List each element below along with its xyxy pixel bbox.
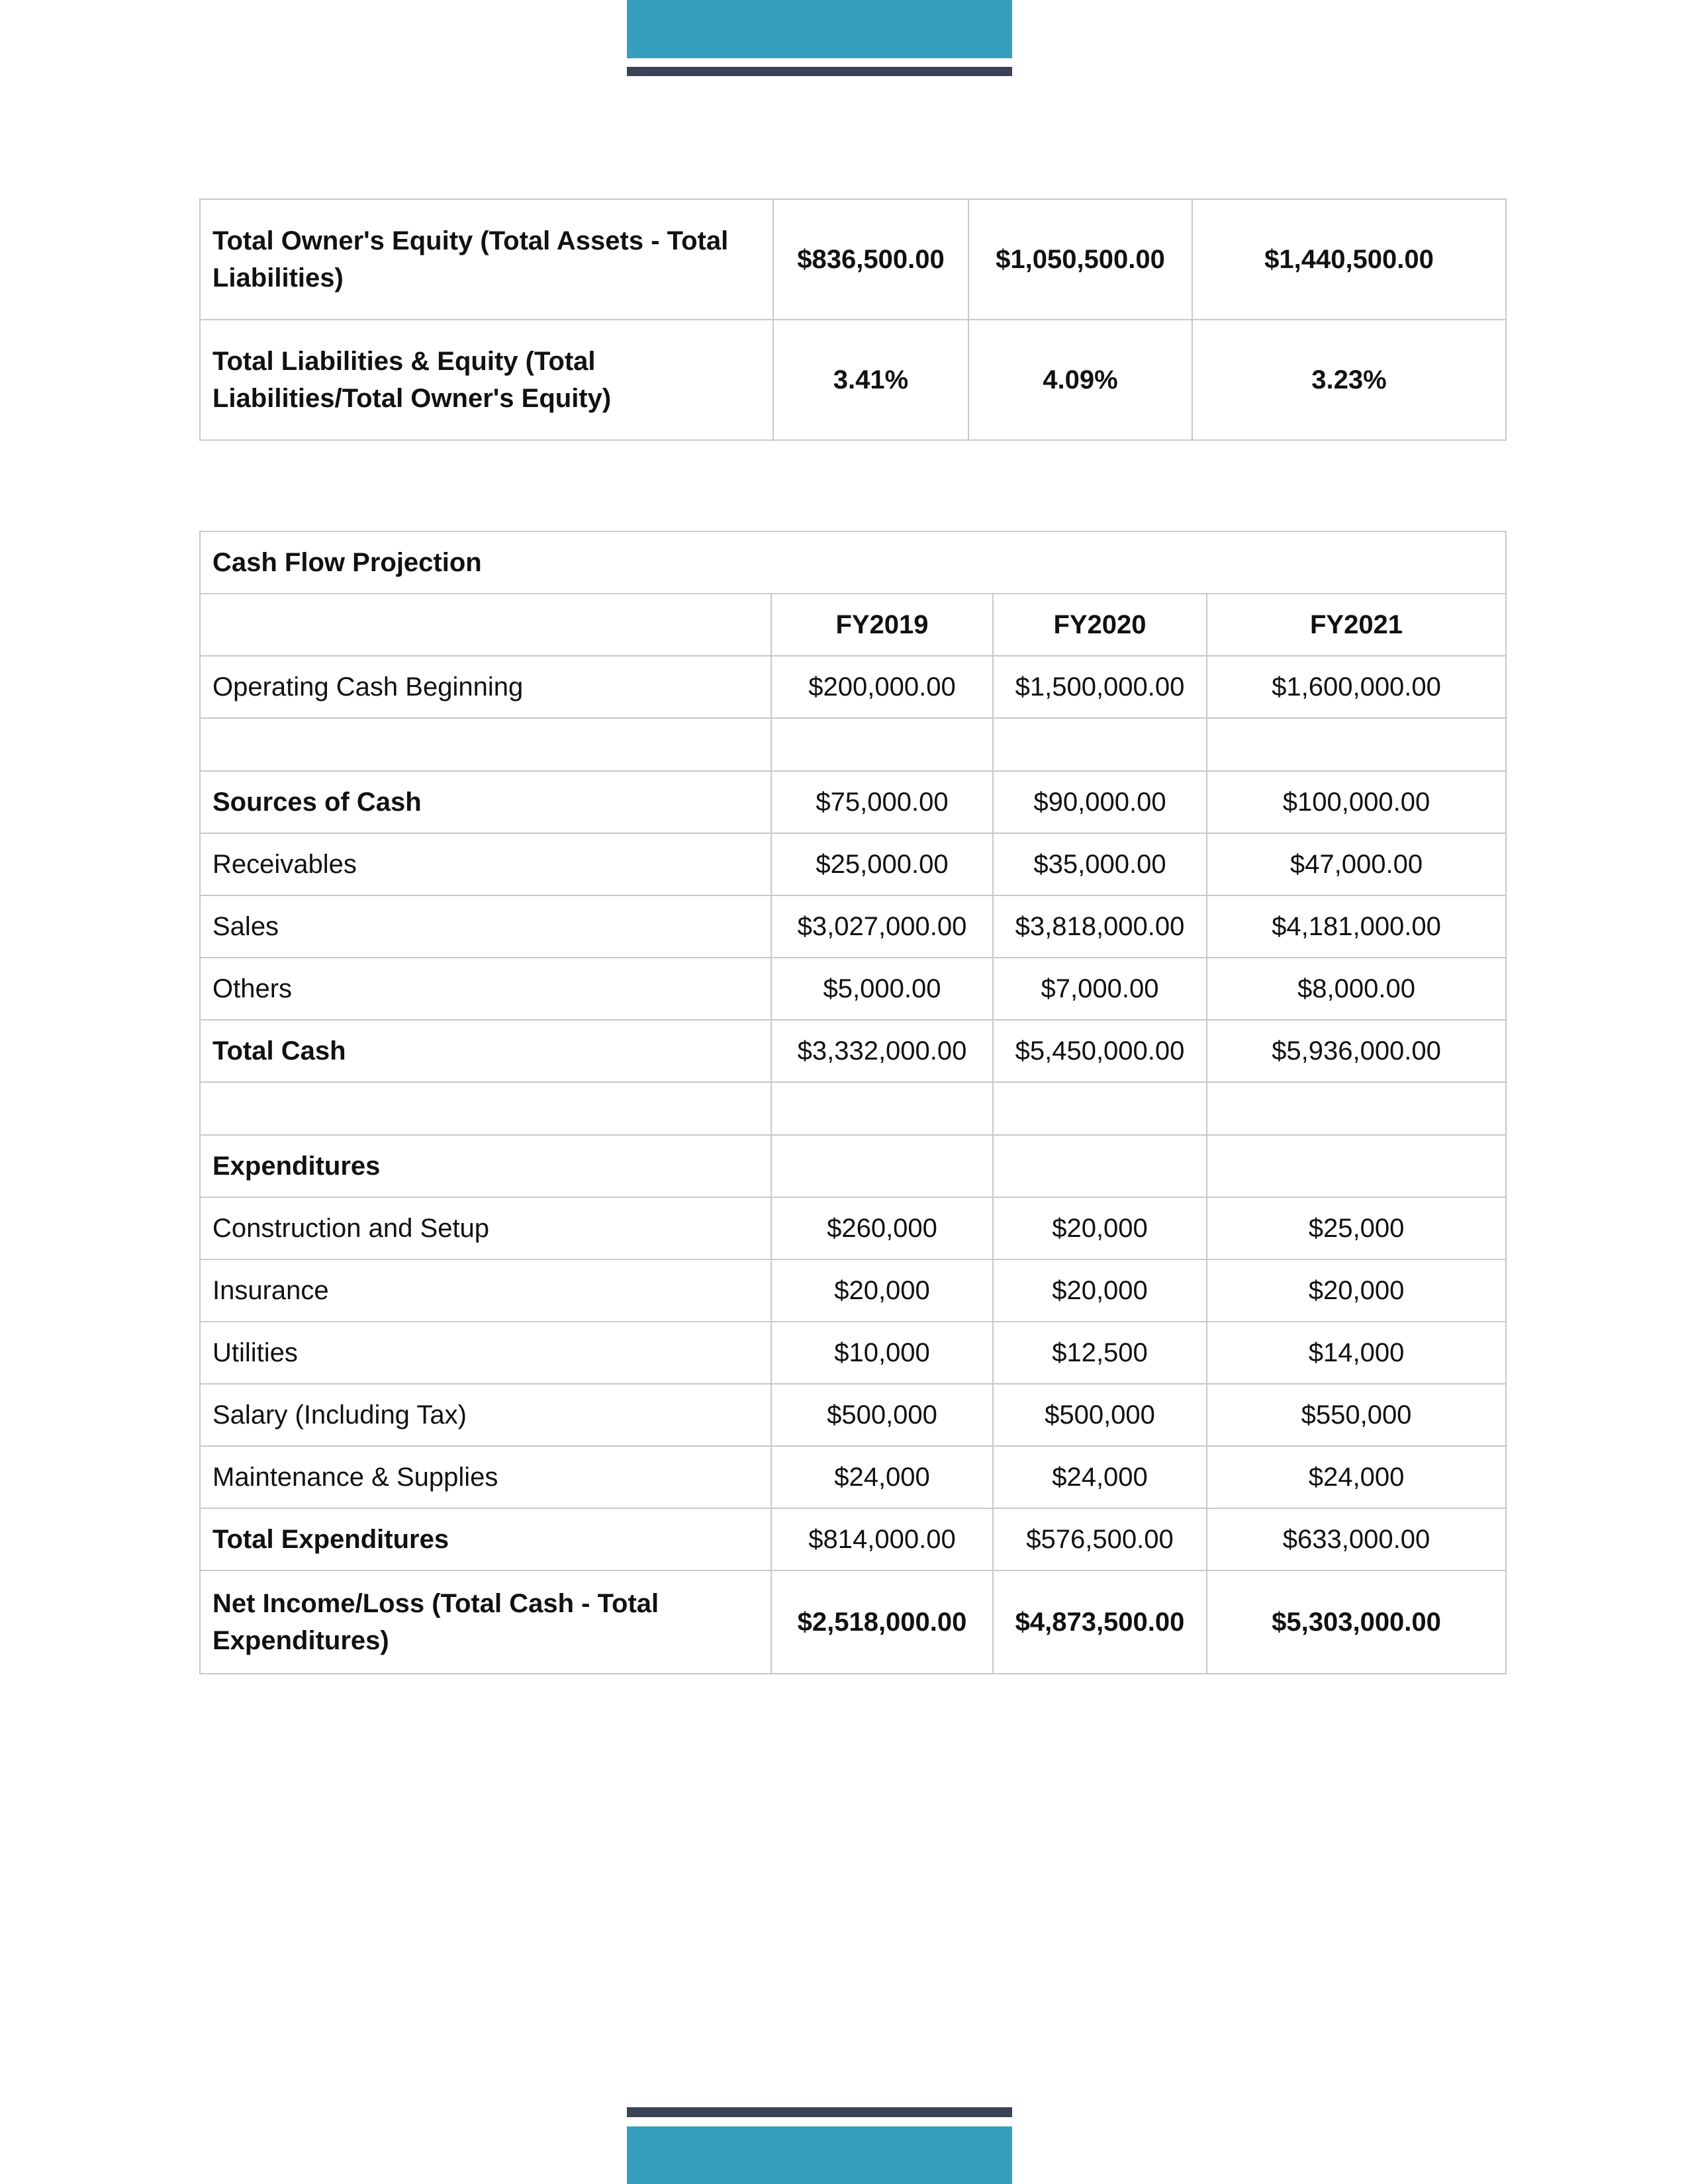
table-row: [200, 320, 1506, 440]
row-label: Others: [200, 958, 771, 1020]
value-cell: $20,000: [993, 1197, 1207, 1259]
row-label: Expenditures: [200, 1135, 771, 1197]
table-title-row: [200, 531, 1506, 594]
row-label: Sources of Cash: [200, 771, 771, 833]
value-cell: $836,500.00: [773, 199, 968, 320]
value-cell: 3.23%: [1192, 320, 1506, 440]
value-cell: $20,000: [1207, 1259, 1506, 1322]
value-cell: $7,000.00: [993, 958, 1207, 1020]
value-cell: $5,450,000.00: [993, 1020, 1207, 1082]
value-cell: $1,500,000.00: [993, 656, 1207, 718]
value-cell: 3.41%: [773, 320, 968, 440]
row-label: Operating Cash Beginning: [200, 656, 771, 718]
value-cell: $2,518,000.00: [771, 1570, 993, 1674]
header-accent-bar: [627, 0, 1012, 58]
table-row: [200, 833, 1506, 895]
table-row: [200, 1020, 1506, 1082]
value-cell: $25,000: [1207, 1197, 1506, 1259]
value-cell: $8,000.00: [1207, 958, 1506, 1020]
row-label: Total Expenditures: [200, 1508, 771, 1570]
spacer-row: [200, 718, 1506, 771]
row-label: Total Liabilities & Equity (Total Liabilities/Total Owner's Equity): [200, 320, 773, 440]
table-row: [200, 199, 1506, 320]
table-row: [200, 1322, 1506, 1384]
value-cell: $24,000: [1207, 1446, 1506, 1508]
value-cell: $100,000.00: [1207, 771, 1506, 833]
value-cell: $90,000.00: [993, 771, 1207, 833]
table-row: [200, 656, 1506, 718]
header-rule: [627, 67, 1012, 76]
value-cell: $20,000: [993, 1259, 1207, 1322]
value-cell: $10,000: [771, 1322, 993, 1384]
row-label: Salary (Including Tax): [200, 1384, 771, 1446]
value-cell: $20,000: [771, 1259, 993, 1322]
value-cell: $3,027,000.00: [771, 895, 993, 958]
value-cell: $12,500: [993, 1322, 1207, 1384]
value-cell: $47,000.00: [1207, 833, 1506, 895]
value-cell: $500,000: [771, 1384, 993, 1446]
spacer-row: [200, 1082, 1506, 1135]
table-title: Cash Flow Projection: [200, 531, 1506, 594]
value-cell: $1,050,500.00: [968, 199, 1192, 320]
value-cell: $814,000.00: [771, 1508, 993, 1570]
table-row: [200, 895, 1506, 958]
value-cell: $4,181,000.00: [1207, 895, 1506, 958]
table-row: [200, 1259, 1506, 1322]
column-header: FY2019: [771, 594, 993, 656]
value-cell: $5,303,000.00: [1207, 1570, 1506, 1674]
value-cell: $3,332,000.00: [771, 1020, 993, 1082]
cash-flow-table: [199, 531, 1507, 1674]
table-row: [200, 1197, 1506, 1259]
row-label: Insurance: [200, 1259, 771, 1322]
row-label: Net Income/Loss (Total Cash - Total Expenditures): [200, 1570, 771, 1674]
footer-accent-bar: [627, 2126, 1012, 2184]
value-cell: $4,873,500.00: [993, 1570, 1207, 1674]
value-cell: $75,000.00: [771, 771, 993, 833]
footer-rule: [627, 2107, 1012, 2117]
value-cell: $200,000.00: [771, 656, 993, 718]
row-label: Receivables: [200, 833, 771, 895]
table-row: [200, 1508, 1506, 1570]
value-cell: $576,500.00: [993, 1508, 1207, 1570]
value-cell: $3,818,000.00: [993, 895, 1207, 958]
row-label: Construction and Setup: [200, 1197, 771, 1259]
table-row: [200, 771, 1506, 833]
row-label: Utilities: [200, 1322, 771, 1384]
value-cell: $500,000: [993, 1384, 1207, 1446]
value-cell: $5,000.00: [771, 958, 993, 1020]
value-cell: $260,000: [771, 1197, 993, 1259]
table-row: [200, 1135, 1506, 1197]
value-cell: $5,936,000.00: [1207, 1020, 1506, 1082]
row-label: Total Owner's Equity (Total Assets - Total Liabilities): [200, 199, 773, 320]
value-cell: $24,000: [771, 1446, 993, 1508]
value-cell: $1,600,000.00: [1207, 656, 1506, 718]
row-label: Maintenance & Supplies: [200, 1446, 771, 1508]
value-cell: 4.09%: [968, 320, 1192, 440]
table-row: [200, 1570, 1506, 1674]
row-label: Total Cash: [200, 1020, 771, 1082]
table-header-row: [200, 594, 1506, 656]
value-cell: $35,000.00: [993, 833, 1207, 895]
table-row: [200, 958, 1506, 1020]
value-cell: $1,440,500.00: [1192, 199, 1506, 320]
header-empty-cell: [200, 594, 771, 656]
column-header: FY2021: [1207, 594, 1506, 656]
value-cell: $24,000: [993, 1446, 1207, 1508]
table-row: [200, 1384, 1506, 1446]
column-header: FY2020: [993, 594, 1207, 656]
row-label: Sales: [200, 895, 771, 958]
equity-summary-table: [199, 199, 1507, 441]
value-cell: $25,000.00: [771, 833, 993, 895]
table-row: [200, 1446, 1506, 1508]
value-cell: $14,000: [1207, 1322, 1506, 1384]
value-cell: $633,000.00: [1207, 1508, 1506, 1570]
value-cell: $550,000: [1207, 1384, 1506, 1446]
